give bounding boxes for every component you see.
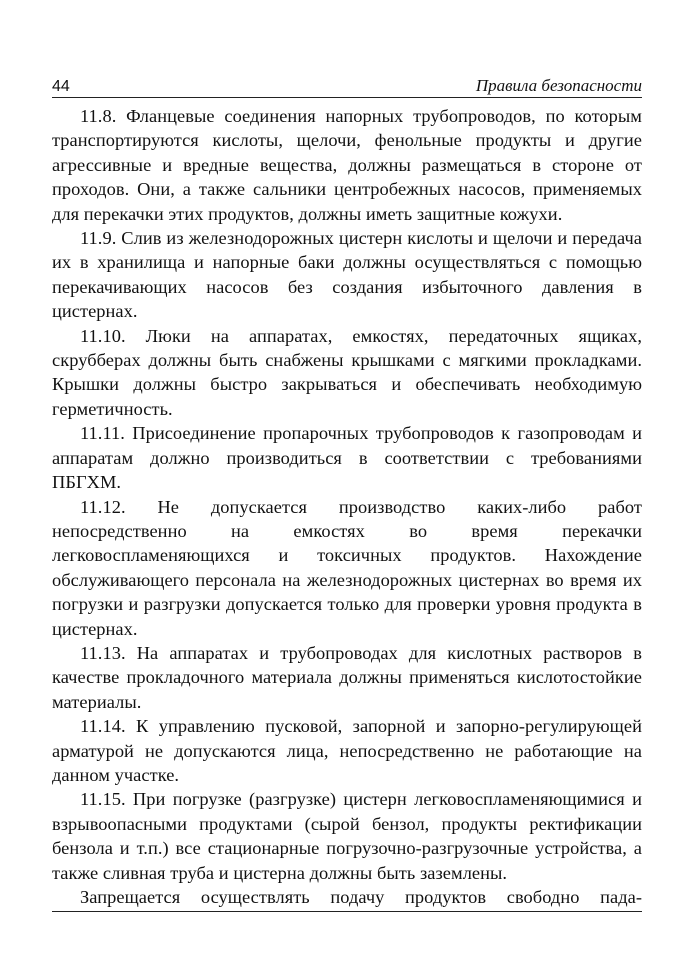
- paragraph-11-12: 11.12. Не допускается производство каких-либо работ непосредственно на емкостях во время перекачки легковоспламеняющихся и токсичных продуктов. Нахождение обслуживающего персонала на железнодорожных цистернах во время их погрузки и разгрузки допускается только для проверки уровня продукта в цистернах.: [52, 496, 642, 639]
- running-title: Правила безопасности: [475, 76, 642, 95]
- body-text: [52, 104, 642, 909]
- paragraph-11-14: 11.14. К управлению пусковой, запорной и запорно-регулирующей арматурой не допускаются лица, непосредственно не работающие на данном участке.: [52, 716, 642, 785]
- footer-rule: [52, 911, 642, 912]
- paragraph-continued: Запрещается осуществлять подачу продуктов свободно пада-: [80, 887, 642, 907]
- paragraph-11-9: 11.9. Слив из железнодорожных цистерн кислоты и щелочи и передача их в хранилища и напорные баки должны осуществляться с помощью перекачивающих насосов без создания избыточного давления в цистернах.: [52, 228, 642, 322]
- paragraph-11-15: 11.15. При погрузке (разгрузке) цистерн легковоспламеняющимися и взрывоопасными продуктами (сырой бензол, продукты ректификации бензола и т.п.) все стационарные погрузочно-разгрузочные устройства, а также сливная труба и цистерна должны быть заземлены.: [52, 789, 642, 883]
- paragraph-11-8: 11.8. Фланцевые соединения напорных трубопроводов, по которым транспортируются кислоты, щелочи, фенольные продукты и другие агрессивные и вредные вещества, должны размещаться в стороне от проходов. Они, а также сальники центробежных насосов, применяемых для перекачки этих продуктов, должны иметь защитные кожухи.: [52, 106, 642, 224]
- paragraph-11-11: 11.11. Присоединение пропарочных трубопроводов к газопроводам и аппаратам должно производиться в соответствии с требованиями ПБГХМ.: [52, 423, 642, 493]
- document-page: [52, 72, 642, 909]
- paragraph-11-13: 11.13. На аппаратах и трубопроводах для кислотных растворов в качестве прокладочного материала должны применяться кислотостойкие материалы.: [52, 642, 642, 712]
- paragraph-11-10: 11.10. Люки на аппаратах, емкостях, передаточных ящиках, скрубберах должны быть снабжены крышками с мягкими прокладками. Крышки должны быстро закрываться и обеспечивать необходимую герметичность.: [52, 325, 642, 419]
- running-header: [52, 72, 642, 98]
- page-number: 44: [52, 78, 70, 95]
